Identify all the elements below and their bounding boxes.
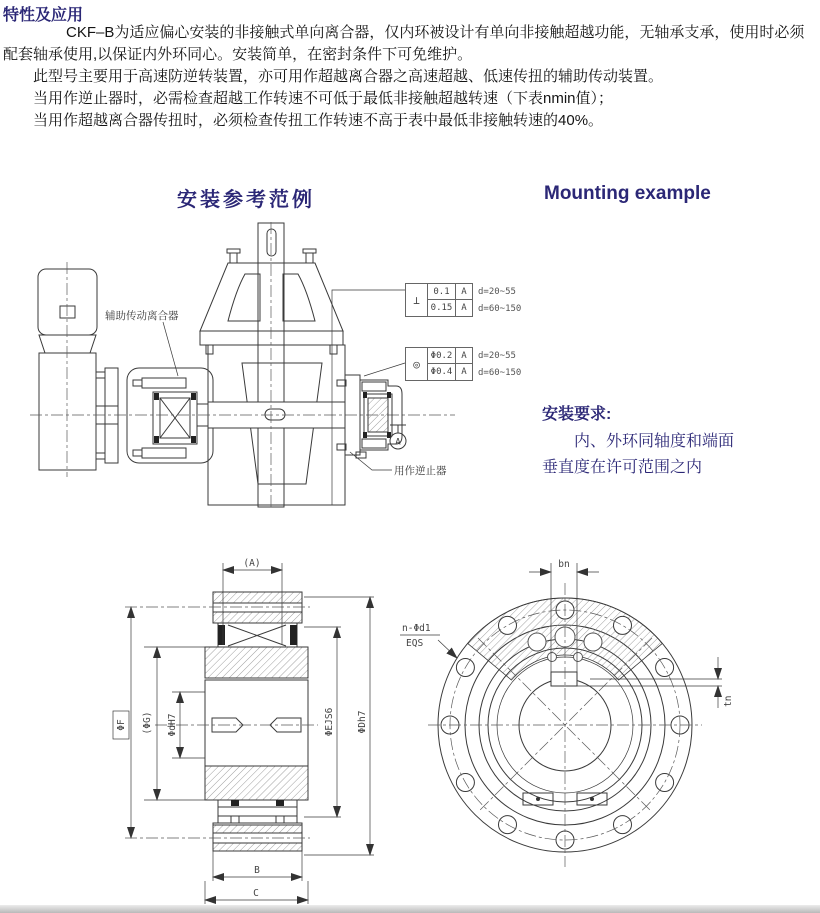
intro-text [3, 22, 816, 132]
tolerance-range: d=20~55 [478, 350, 516, 361]
tolerance-leader-2 [364, 363, 405, 376]
dim-label-c: C [253, 888, 259, 899]
clutch-dimension-drawing [100, 545, 740, 910]
dim-label-d: ΦdH7 [167, 713, 178, 737]
installation-requirements [542, 402, 814, 481]
tolerance-value: 0.15 [427, 300, 455, 317]
tolerance-range: d=60~150 [478, 303, 522, 314]
tolerance-datum: A [455, 347, 473, 364]
bolt-hole-eqs-label: EQS [406, 638, 424, 649]
dim-label-b: B [254, 865, 260, 876]
concentricity-symbol: ◎ [405, 347, 427, 381]
perpendicularity-symbol: ⊥ [405, 283, 427, 317]
backstop-clutch-assembly [337, 375, 402, 458]
dim-label-e: ΦEJS6 [324, 707, 335, 737]
clutch-cross-section [205, 592, 308, 851]
aux-clutch-label: 辅助传动离合器 [105, 310, 179, 322]
tolerance-frame-concentricity [405, 347, 521, 381]
page-title: 特性及应用 [3, 7, 84, 24]
body-paragraph-3: 当用作逆止器时，必需检查超越工作转速不可低于最低非接触超越转速（下表nmin值）； [33, 90, 614, 107]
requirements-heading: 安装要求: [542, 406, 612, 423]
body-paragraph-4: 当用作超越离合器传扭时，必须检查传扭工作转速不高于表中最低非接触转速的40%。 [33, 112, 604, 129]
dim-label-big-d: ΦDh7 [357, 710, 368, 734]
page-footer-bar [0, 905, 820, 913]
tolerance-datum: A [455, 283, 473, 300]
tolerance-datum: A [455, 364, 473, 381]
tolerance-value: 0.1 [427, 283, 455, 300]
dim-label-f: ΦF [116, 719, 127, 731]
tolerance-datum: A [455, 300, 473, 317]
requirements-line-1: 内、外环同轴度和端面 [574, 433, 735, 450]
dim-label-bn: bn [558, 559, 570, 570]
tolerance-value: Φ0.2 [427, 347, 455, 364]
requirements-line-2: 垂直度在许可范围之内 [542, 459, 703, 476]
motor [38, 269, 97, 470]
dim-label-g: (ΦG) [142, 711, 153, 735]
body-paragraph-1: CKF–B为适应偏心安装的非接触式单向离合器，仅内环被设计有单向非接触超越功能，无轴承支承，使用时必须配套轴承使用,以保证内外环同心。安装简单，在密封条件下可免维护。 [3, 24, 805, 63]
tolerance-value: Φ0.4 [427, 364, 455, 381]
bolt-hole-label: n-Φd1 [402, 623, 431, 634]
dim-label-a: (A) [243, 558, 261, 569]
body-paragraph-2: 此型号主要用于高速防逆转装置，亦可用作超越离合器之高速超越、低速传扭的辅助传动装置。 [33, 68, 664, 85]
clutch-front-view [428, 583, 702, 867]
tolerance-frame-perpendicularity [405, 283, 521, 317]
dimension-lines [113, 563, 722, 904]
dim-label-tn: tn [723, 695, 734, 707]
tolerance-range: d=60~150 [478, 367, 522, 378]
section-title-zh: 安装参考范例 [177, 189, 315, 211]
datum-letter: A [395, 437, 401, 448]
backstop-label: 用作逆止器 [394, 465, 447, 477]
gearbox [200, 223, 345, 507]
tolerance-range: d=20~55 [478, 286, 516, 297]
section-title-en: Mounting example [544, 183, 711, 204]
